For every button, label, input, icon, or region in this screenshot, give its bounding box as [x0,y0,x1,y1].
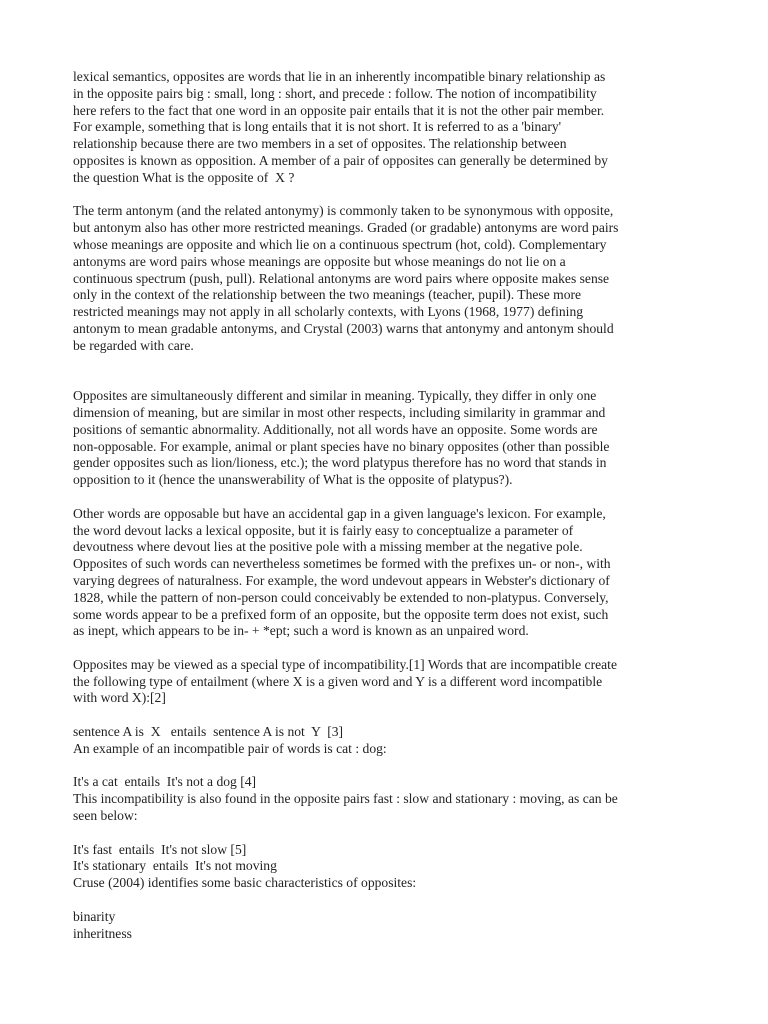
text-line: Opposites may be viewed as a special type of incompatibility.[1] Words that are incompatible create [73,656,617,672]
text-line: non-opposable. For example, animal or plant species have no binary opposites (other than possible [73,438,610,454]
example-cat-dog [73,774,713,824]
text-line: varying degrees of naturalness. For example, the word undevout appears in Webster's dictionary of [73,572,610,588]
example-sentence-entailment [73,724,713,758]
text-line: devoutness where devout lies at the positive pole with a missing member at the negative pole. [73,539,583,555]
text-line: dimension of meaning, but are similar in most other respects, including similarity in grammar and [73,404,606,420]
text-line: whose meanings are opposite and which lie on a continuous spectrum (hot, cold). Complementary [73,236,607,252]
text-line: positions of semantic abnormality. Additionally, not all words have an opposite. Some words are [73,421,598,437]
list-item: binarity [73,908,116,924]
text-line: continuous spectrum (push, pull). Relational antonyms are word pairs where opposite makes sense [73,270,610,286]
document-page [73,69,713,959]
text-line: be regarded with care. [73,337,194,353]
text-line: restricted meanings may not apply in all scholarly contexts, with Lyons (1968, 1977) defining [73,304,584,320]
text-line: It's a cat entails It's not a dog [4] [73,774,257,790]
list-item: inheritness [73,925,132,941]
text-line: Opposites are simultaneously different and similar in meaning. Typically, they differ in only one [73,388,597,404]
text-line: but antonym also has other more restricted meanings. Graded (or gradable) antonyms are word pairs [73,220,619,236]
text-line: relationship because there are two members in a set of opposites. The relationship between [73,136,567,152]
text-line: in the opposite pairs big : small, long : short, and precede : follow. The notion of incompatibility [73,85,597,101]
text-line: opposites is known as opposition. A member of a pair of opposites can generally be determined by [73,152,608,168]
text-line: the word devout lacks a lexical opposite, but it is fairly easy to conceptualize a parameter of [73,522,574,538]
text-line: only in the context of the relationship between the two meanings (teacher, pupil). These more [73,287,582,303]
text-line: some words appear to be a prefixed form of an opposite, but the opposite term does not exist, such [73,606,609,622]
paragraph-similarity [73,388,713,489]
text-line: Other words are opposable but have an accidental gap in a given language's lexicon. For example, [73,505,606,521]
text-line: Cruse (2004) identifies some basic characteristics of opposites: [73,875,417,891]
text-line: the question What is the opposite of X ? [73,169,295,185]
text-line: the following type of entailment (where X is a given word and Y is a different word incompatible [73,673,603,689]
example-fast-stationary [73,842,713,892]
text-line: opposition to it (hence the unanswerability of What is the opposite of platypus?). [73,472,513,488]
text-line: 1828, while the pattern of non-person could conceivably be extended to non-platypus. Conversely, [73,589,609,605]
text-line: here refers to the fact that one word in an opposite pair entails that it is not the other pair member. [73,102,605,118]
text-line: It's fast entails It's not slow [5] [73,841,247,857]
text-line: This incompatibility is also found in the opposite pairs fast : slow and stationary : moving, as can be [73,791,618,807]
paragraph-opposites-definition [73,69,713,187]
text-line: The term antonym (and the related antonymy) is commonly taken to be synonymous with opposite, [73,203,614,219]
paragraph-antonym [73,203,713,354]
text-line: An example of an incompatible pair of words is cat : dog: [73,740,387,756]
text-line: as inept, which appears to be in- + *ept; such a word is known as an unpaired word. [73,623,529,639]
text-line: lexical semantics, opposites are words that lie in an inherently incompatible binary relationship as [73,69,606,84]
paragraph-accidental-gap [73,506,713,640]
text-line: antonyms are word pairs whose meanings are opposite but whose meanings do not lie on a [73,253,566,269]
paragraph-incompatibility [73,657,713,707]
text-line: seen below: [73,808,138,824]
text-line: Opposites of such words can nevertheless sometimes be formed with the prefixes un- or non-, with [73,556,611,572]
text-line: gender opposites such as lion/lioness, etc.); the word platypus therefore has no word that stands in [73,455,607,471]
text-line: For example, something that is long entails that it is not short. It is referred to as a 'binary' [73,119,562,135]
text-line: It's stationary entails It's not moving [73,858,277,874]
text-line: antonym to mean gradable antonyms, and Crystal (2003) warns that antonymy and antonym should [73,320,614,336]
text-line: sentence A is X entails sentence A is not Y [3] [73,724,344,740]
characteristics-list [73,909,713,943]
text-line: with word X):[2] [73,690,166,706]
